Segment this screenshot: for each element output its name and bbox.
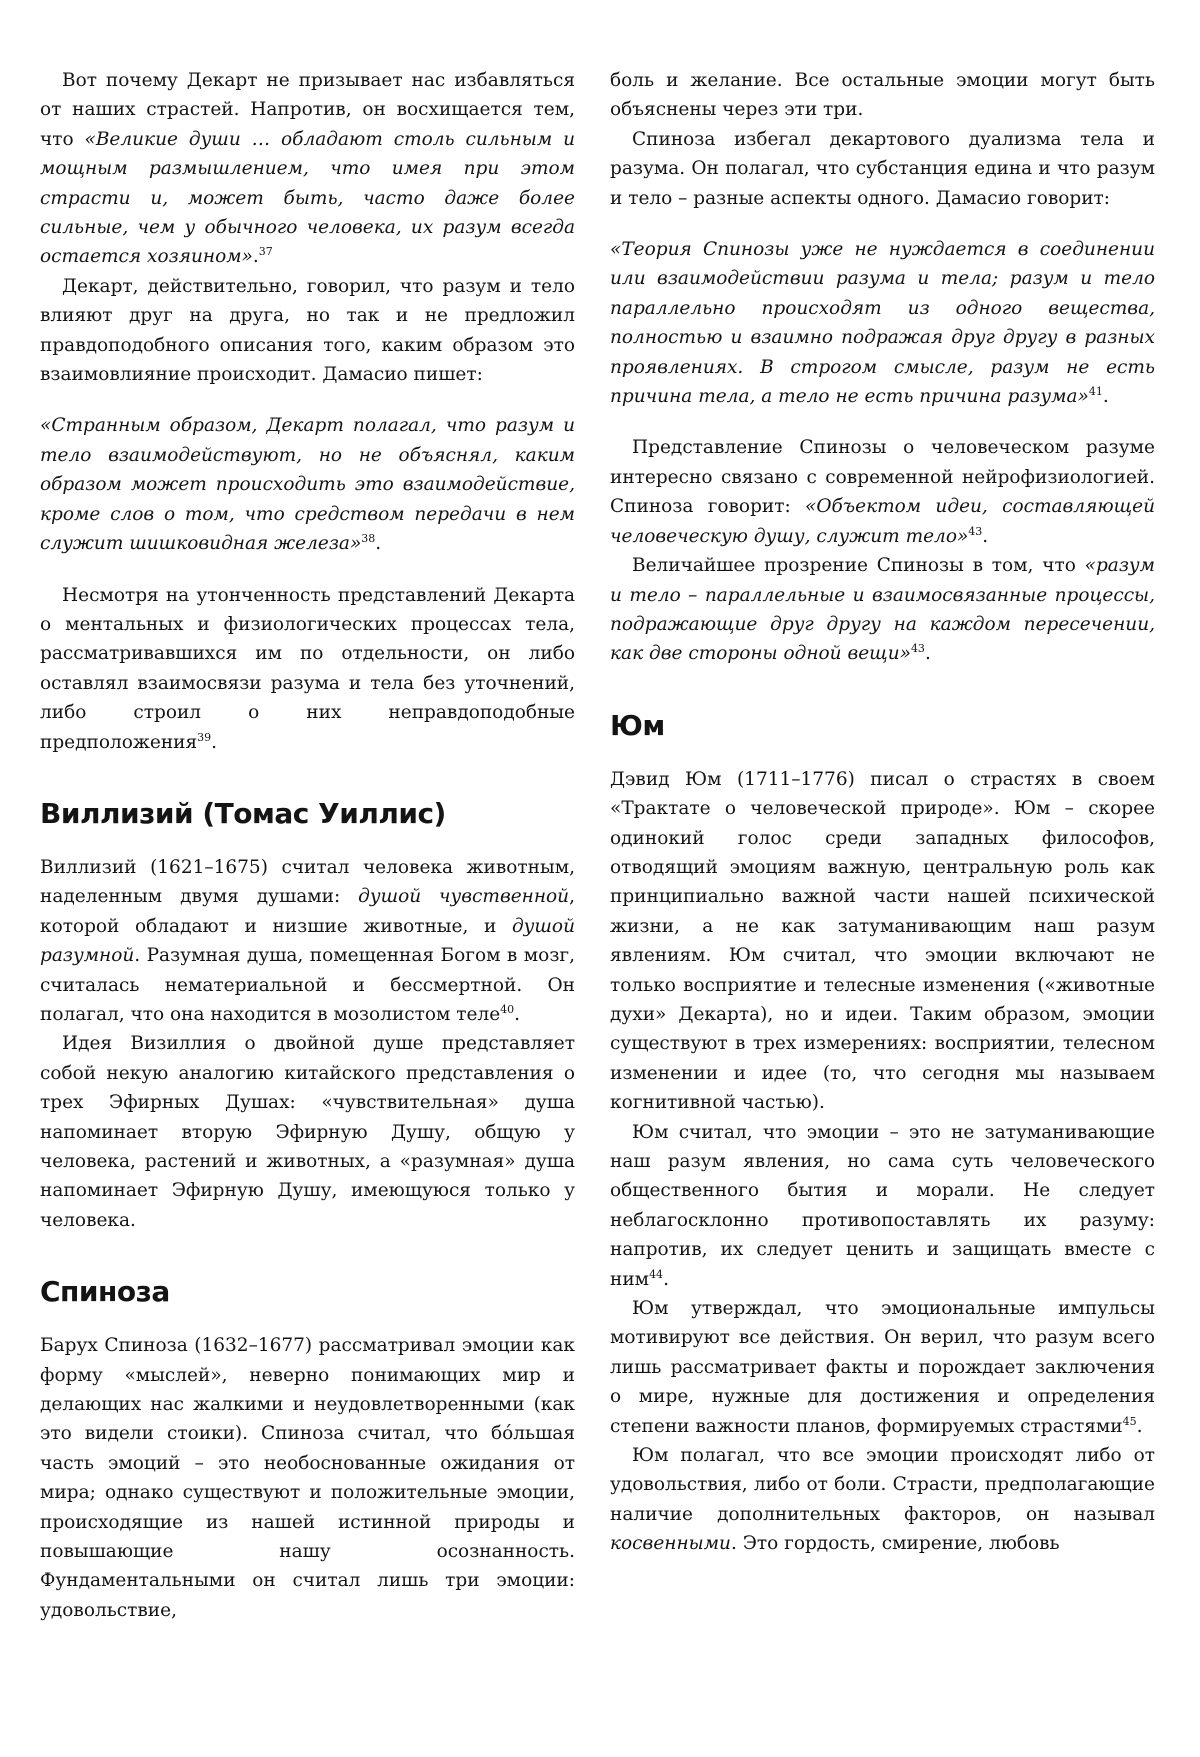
inline-quote: «Великие души … обладают столь сильным и мощным размышлением, что имея при этом страсти и, может быть, часто даже более сильные, чем у обычного человека, их разум всегда остается хозяином»: [40, 128, 576, 268]
footnote-ref: 40: [500, 1002, 515, 1016]
inline-quote: «Объектом идеи, составляющей человеческую душу, служит тело»: [610, 496, 1155, 547]
block-quote: [40, 411, 575, 558]
footnote-ref: 38: [361, 531, 376, 545]
section-heading-hume: Юм: [610, 708, 665, 742]
footnote-ref: 43: [910, 642, 925, 656]
emphasis: душой разумной: [40, 915, 575, 967]
left-column: [40, 66, 575, 1625]
footnote-ref: 37: [258, 245, 273, 259]
quote-text: «Теория Спинозы уже не нуждается в соединении или взаимодействии разума и тела; разум и тело параллельно происходят из одного вещества, полностью и взаимно подражая друг другу в разных проявлениях. В строгом смысле, разум не есть причина тела, а тело не есть причина разума»: [610, 239, 1155, 408]
quote-text: «Странным образом, Декарт полагал, что разум и тело взаимодействуют, но не объяснял, каким образом может происходить это взаимодействие, кроме слов о том, что средством передачи в нем служит шишковидная железа»: [40, 415, 575, 555]
punctuation: .: [1102, 386, 1109, 408]
paragraph: Спиноза избегал декартового дуализма тела и разума. Он полагал, что субстанция едина и что разум и тело – разные аспекты одного. Дамасио говорит:: [610, 128, 1155, 209]
paragraph-text: . Это гордость, смирение, любовь: [730, 1533, 1060, 1555]
footnote-ref: 45: [1122, 1414, 1137, 1428]
punctuation: .: [924, 643, 931, 665]
punctuation: .: [211, 731, 218, 753]
paragraph: Идея Визиллия о двойной душе представляет собой некую аналогию китайского представления о трех Эфирных Душах: «чувствительная» душа напоминает вторую Эфирную Душу, общую у человека, растений и животных, а «разумная» душа напоминает Эфирную Душу, имеющуюся только у человека.: [40, 1033, 575, 1231]
punctuation: .: [375, 533, 382, 555]
paragraph: Барух Спиноза (1632–1677) рассматривал эмоции как форму «мыслей», неверно понимающих мир и делающих нас жалкими и неудовлетворенными (как это видели стоики). Спиноза считал, что бóльшая часть эмоций – это необоснованные ожидания от мира; однако существуют и положительные эмоции, происходящие из нашей истинной природы и повышающие нашу осознанность. Фундаментальными он считал лишь три эмоции: удовольствие,: [40, 1335, 575, 1621]
paragraph: [40, 853, 575, 1029]
emphasis: косвенными: [610, 1533, 731, 1555]
emphasis: душой чувственной: [358, 886, 570, 908]
paragraph: [40, 66, 575, 272]
paragraph: [610, 1294, 1155, 1441]
footnote-ref: 43: [968, 524, 983, 538]
section-heading-willis: Виллизий (Томас Уиллис): [40, 796, 446, 830]
paragraph-text: Несмотря на утонченность представлений Декарта о ментальных и физиологических процессах тела, рассматривавшихся им по отдельности, он либо оставлял взаимосвязи разума и тела без уточнений, либо строил о них неправдоподобные предположения: [40, 584, 575, 753]
right-column: [610, 66, 1155, 1559]
paragraph-text: . Разумная душа, помещенная Богом в мозг, считалась нематериальной и бессмертной. Он полагал, что она находится в мозолистом теле: [40, 945, 575, 1025]
punctuation: .: [663, 1268, 669, 1290]
paragraph-text: Юм считал, что эмоции – это не затуманивающие наш разум явления, но сама суть человеческого общественного бытия и морали. Не следует неблагосклонно противопоставлять их разуму: напротив, их следует ценить и защищать вместе с ним: [610, 1121, 1155, 1290]
footnote-ref: 39: [197, 730, 212, 744]
punctuation: .: [252, 246, 259, 268]
punctuation: .: [982, 525, 989, 547]
paragraph-text: Юм полагал, что все эмоции происходят либо от удовольствия, либо от боли. Страсти, предполагающие наличие дополнительных факторов, он называл: [610, 1445, 1155, 1525]
paragraph: [610, 1441, 1155, 1559]
paragraph: [40, 581, 575, 757]
block-quote: [610, 235, 1155, 411]
paragraph: Декарт, действительно, говорил, что разум и тело влияют друг на друга, но так и не предложил правдоподобного описания того, каким образом это взаимовлияние происходит. Дамасио пишет:: [40, 275, 575, 386]
paragraph-text: Представление Спинозы о человеческом разуме интересно связано с современной нейрофизиологией. Спиноза говорит:: [610, 437, 1155, 518]
paragraph-text: Величайшее прозрение Спинозы в том, что: [632, 555, 1085, 577]
paragraph: [610, 433, 1155, 551]
paragraph-text: , которой обладают и низшие животные, и: [40, 886, 575, 937]
paragraph-text: Виллизий (1621–1675) считал человека животным, наделенным двумя душами:: [40, 856, 575, 908]
footnote-ref: 44: [649, 1267, 664, 1281]
punctuation: .: [514, 1003, 521, 1025]
paragraph: Дэвид Юм (1711–1776) писал о страстях в своем «Трактате о человеческой природе». Юм – скорее одинокий голос среди западных философов, отводящий эмоциям важную, центральную роль как принципиально важной части нашей психической жизни, а не как затуманивающим наш разум явлениям. Юм считал, что эмоции включают не только восприятие и телесные изменения («животные духи» Декарта), но и идеи. Таким образом, эмоции существуют в трех измерениях: восприятии, телесном изменении и идее (то, что сегодня мы называем когнитивной частью).: [610, 768, 1155, 1114]
paragraph: боль и желание. Все остальные эмоции могут быть объяснены через эти три.: [610, 70, 1155, 121]
punctuation: .: [1136, 1415, 1143, 1437]
paragraph-text: Вот почему Декарт не призывает нас избавляться от наших страстей. Напротив, он восхищается тем, что: [40, 70, 575, 150]
section-heading-spinoza: Спиноза: [40, 1275, 170, 1309]
inline-quote: «разум и тело – параллельные и взаимосвязанные процессы, подражающие друг другу на каждом пересечении, как две стороны одной вещи»: [610, 555, 1155, 665]
footnote-ref: 41: [1088, 384, 1103, 398]
paragraph-text: Юм утверждал, что эмоциональные импульсы мотивируют все действия. Он верил, что разум всего лишь рассматривает факты и порождает заключения о мире, нужные для достижения и определения степени важности планов, формируемых страстями: [610, 1298, 1155, 1437]
paragraph: [610, 1118, 1155, 1294]
paragraph: [610, 551, 1155, 669]
